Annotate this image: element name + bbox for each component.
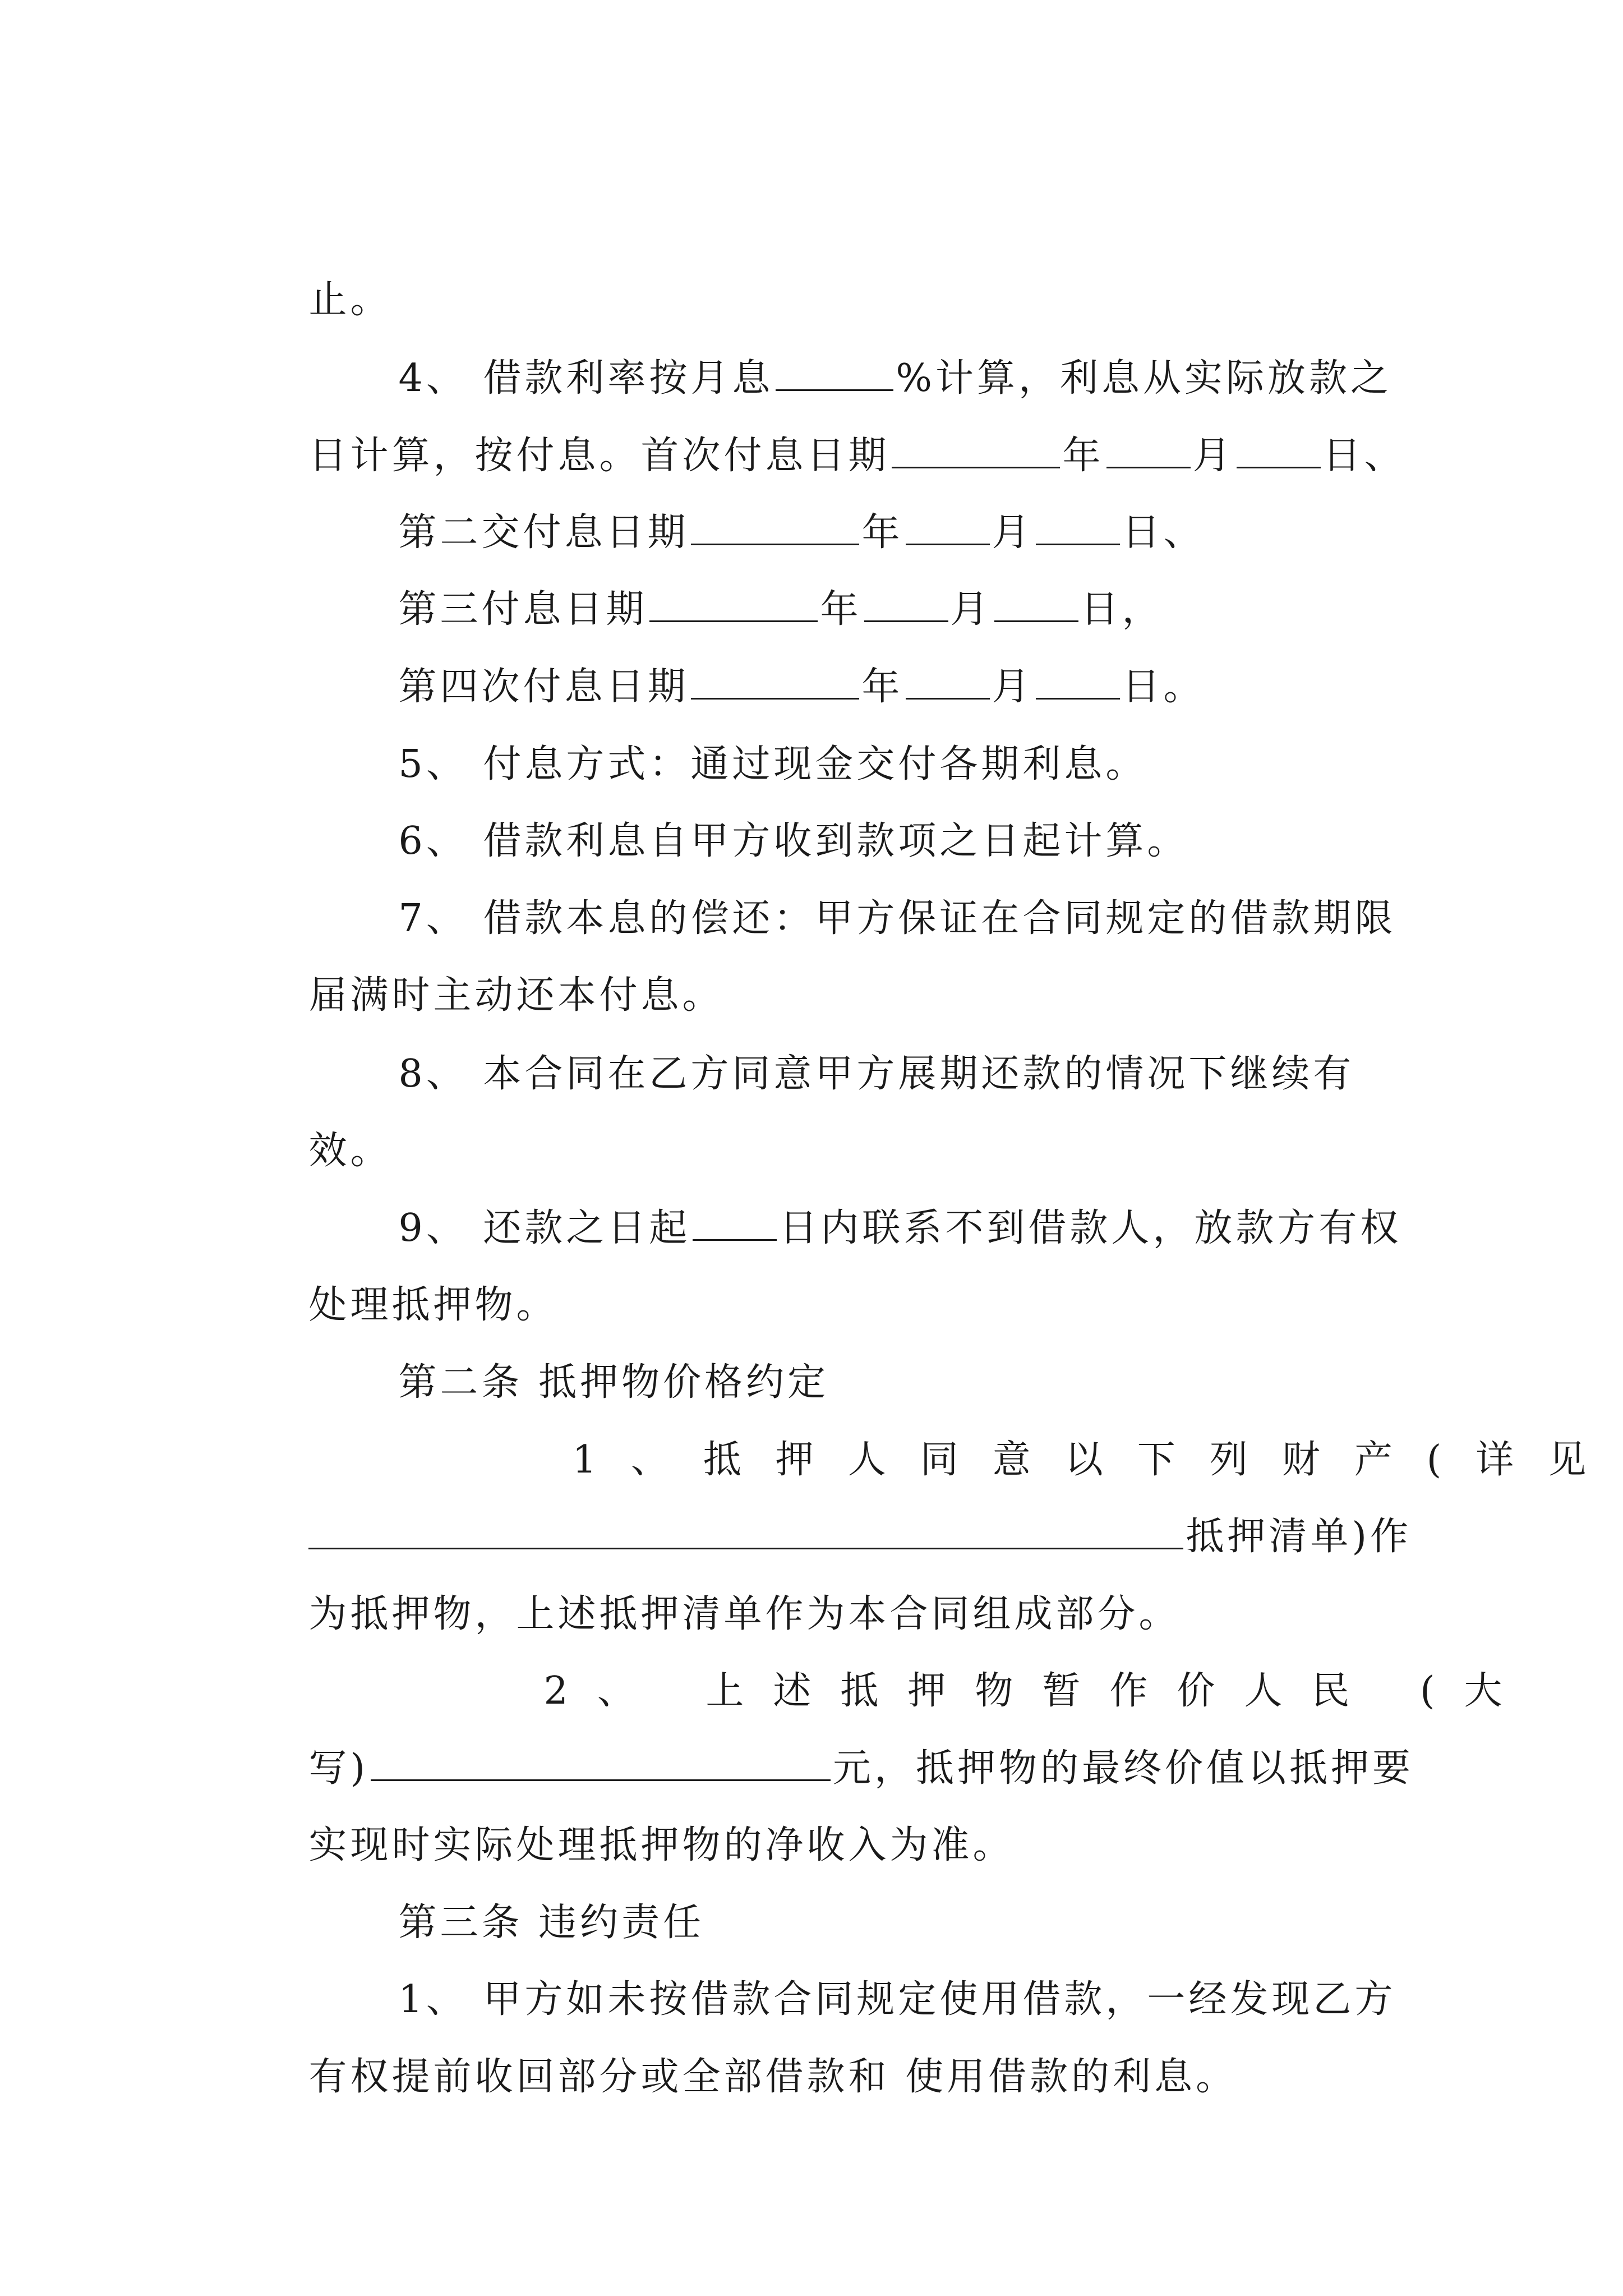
line-text: 有权提前收回部分或全部借款和 使用借款的利息。 xyxy=(308,2055,1238,2099)
text-line xyxy=(336,680,1481,786)
line-text: 月 xyxy=(992,510,1034,555)
line-text: 日、 xyxy=(1122,510,1205,555)
text-line xyxy=(247,372,1406,478)
line-text: 9、 还款之日起 xyxy=(398,1206,691,1250)
line-text: 1、 甲方如未按借款合同规定使用借款，一经发现乙方 xyxy=(398,1977,1396,2022)
text-line xyxy=(247,1761,1391,1867)
line-text: 届满时主动还本付息。 xyxy=(308,973,724,1018)
text-line xyxy=(336,1916,1481,2022)
line-text: 年 xyxy=(1062,434,1104,478)
line-text: 4、 借款利率按月息 xyxy=(398,356,774,401)
line-text: 月 xyxy=(992,665,1034,709)
text-line xyxy=(336,526,1481,632)
line-text: 年 xyxy=(820,587,862,632)
section-title: 第二条 抵押物价格约定 xyxy=(398,1360,829,1405)
text-line xyxy=(379,1607,1532,1713)
text-line xyxy=(336,757,1481,863)
text-line xyxy=(247,1453,1412,1559)
text-line xyxy=(247,1221,1391,1327)
line-text: 8、 本合同在乙方同意甲方展期还款的情况下继续有 xyxy=(398,1052,1355,1096)
line-text: 5、 付息方式：通过现金交付各期利息。 xyxy=(398,742,1147,786)
text-line xyxy=(336,835,1481,941)
line-text: %计算，利息从实际放款之 xyxy=(896,356,1392,401)
line-text: 年 xyxy=(861,510,903,555)
line-text: 第四次付息日期 xyxy=(398,665,689,709)
text-line xyxy=(247,1993,1391,2099)
line-text: 1、抵押人同意以下列财产(详见 xyxy=(572,1438,1621,1482)
text-line xyxy=(336,1144,1481,1250)
line-text: 处理抵押物。 xyxy=(308,1283,558,1327)
text-line xyxy=(387,1376,1621,1482)
line-text: 为抵押物，上述抵押清单作为本合同组成部分。 xyxy=(308,1592,1181,1636)
line-text: 月 xyxy=(950,587,992,632)
line-text: 写) xyxy=(308,1746,368,1791)
text-line xyxy=(336,449,1481,555)
section-title: 第三条 违约责任 xyxy=(398,1901,705,1945)
line-text: 日、 xyxy=(1322,434,1406,478)
line-text: 日内联系不到借款人，放款方有权 xyxy=(779,1206,1402,1250)
text-line xyxy=(247,216,1391,322)
line-text: 日。 xyxy=(1122,665,1205,709)
line-text: 2、 上述抵押物暂作价人民 (大 xyxy=(543,1669,1532,1713)
clause-4-line xyxy=(336,295,1481,401)
section-heading xyxy=(336,1839,1481,1945)
line-text: 年 xyxy=(861,665,903,709)
line-text: 实现时实际处理抵押物的净收入为准。 xyxy=(308,1823,1015,1867)
line-text: 第二交付息日期 xyxy=(398,510,689,555)
section-heading xyxy=(336,1299,1481,1405)
text-line xyxy=(247,1685,1414,1791)
text-line xyxy=(336,990,1481,1096)
line-text: 6、 借款利息自甲方收到款项之日起计算。 xyxy=(398,819,1189,863)
line-text: 止。 xyxy=(308,278,392,322)
line-text: 效。 xyxy=(308,1129,392,1173)
line-text: 7、 借款本息的偿还：甲方保证在合同规定的借款期限 xyxy=(398,896,1396,941)
text-line xyxy=(247,1067,1391,1173)
text-line xyxy=(247,912,1391,1018)
line-text: 抵押清单)作 xyxy=(1186,1515,1412,1559)
line-text: 第三付息日期 xyxy=(398,587,648,632)
line-text: 月 xyxy=(1192,434,1234,478)
line-text: 元，抵押物的最终价值以抵押要 xyxy=(833,1746,1414,1791)
line-text: 日计算，按付息。首次付息日期 xyxy=(308,434,890,478)
text-line xyxy=(336,603,1481,709)
text-line xyxy=(247,1530,1391,1636)
line-text: 日， xyxy=(1080,587,1164,632)
